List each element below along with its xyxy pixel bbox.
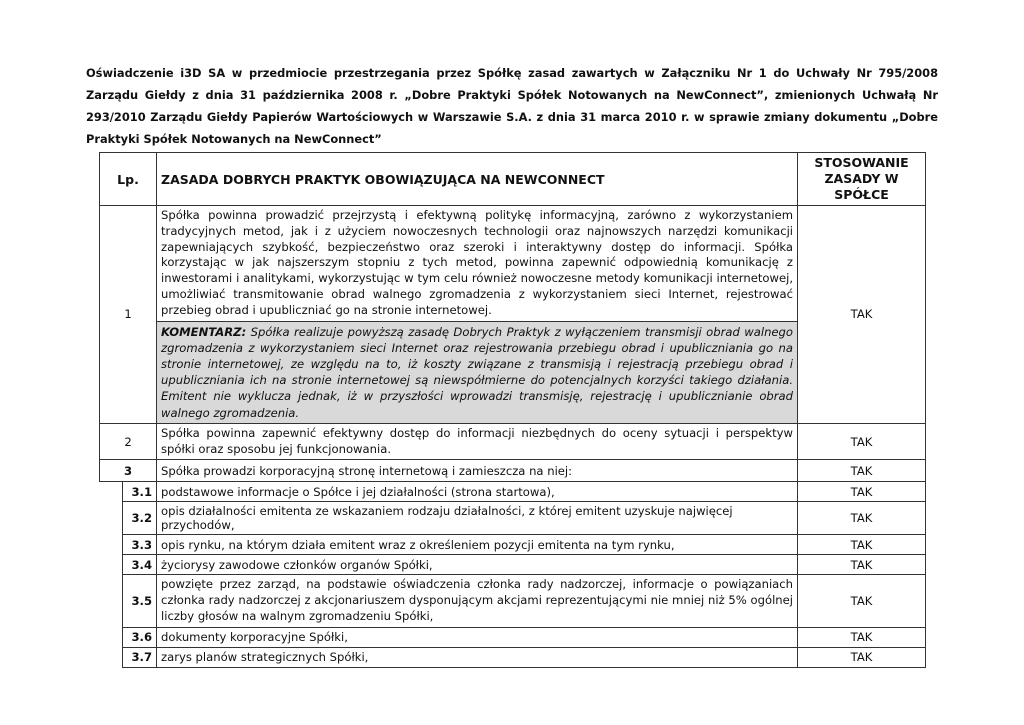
status-value: TAK bbox=[798, 502, 926, 535]
rule-text: Spółka powinna prowadzić przejrzystą i efektywną politykę informacyjną, zarówno z wykorzystaniem tradycyjnych metod, jak i z użyciem nowoczesnych technologii oraz najnowszych narzędzi komunikacji zapewniających szybkość, bezpieczeństwo oraz szeroki i interaktywny dostęp do informacji. Spółka korzystając w jak najszerszym stopniu z tych metod, powinna zapewnić odpowiednią komunikację z inwestorami i analitykami, wykorzystując w tym celu również nowoczesne metody komunikacji internetowej, umożliwiać transmitowanie obrad walnego zgromadzenia z wykorzystaniem sieci Internet, rejestrować przebieg obrad i upubliczniać go na stronie internetowej. bbox=[157, 206, 798, 322]
status-value: TAK bbox=[798, 206, 926, 424]
table-row bbox=[100, 423, 926, 460]
table-row bbox=[100, 535, 926, 555]
header-status-line2: ZASADY W SPÓŁCE bbox=[824, 171, 899, 202]
header-status bbox=[798, 153, 926, 206]
status-value: TAK bbox=[798, 575, 926, 627]
status-value: TAK bbox=[798, 535, 926, 555]
table-row bbox=[100, 482, 926, 502]
rule-text: opis rynku, na którym działa emitent wraz z określeniem pozycji emitenta na tym rynku, bbox=[157, 535, 798, 555]
table-row bbox=[100, 206, 926, 322]
table-header-row bbox=[100, 153, 926, 206]
row-lp: 3.6 bbox=[123, 627, 157, 647]
indent-spacer bbox=[100, 482, 123, 667]
row-lp: 1 bbox=[100, 206, 157, 424]
rule-text: podstawowe informacje o Spółce i jej działalności (strona startowa), bbox=[157, 482, 798, 502]
good-practices-table bbox=[99, 152, 926, 668]
table-row bbox=[100, 502, 926, 535]
document-intro: Oświadczenie i3D SA w przedmiocie przestrzegania przez Spółkę zasad zawartych w Załączniku Nr 1 do Uchwały Nr 795/2008 Zarządu Giełdy z dnia 31 października 2008 r. „Dobre Praktyki Spółek Notowanych na NewConnect”, zmienionych Uchwałą Nr 293/2010 Zarządu Giełdy Papierów Wartościowych w Warszawie S.A. z dnia 31 marca 2010 r. w sprawie zmiany dokumentu „Dobre Praktyki Spółek Notowanych na NewConnect” bbox=[86, 66, 938, 146]
comment-text: Spółka realizuje powyższą zasadę Dobrych Praktyk z wyłączeniem transmisji obrad walnego zgromadzenia z wykorzystaniem sieci Internet oraz rejestrowania przebiegu obrad i upubliczniania go na stronie internetowej, ze względu na to, iż koszty związane z transmisją i rejestracją przebiegu obrad i upubliczniania ich na stronie internetowej są niewspółmierne do potencjalnych korzyści takiego działania. Emitent nie wyklucza jednak, iż w przyszłości wprowadzi transmisję, rejestrację i upublicznianie obrad walnego zgromadzenia. bbox=[161, 324, 794, 420]
table-row bbox=[100, 575, 926, 627]
table-row bbox=[100, 627, 926, 647]
row-lp: 3 bbox=[100, 460, 157, 482]
row-lp: 3.1 bbox=[123, 482, 157, 502]
table-row bbox=[100, 460, 926, 482]
row-lp: 3.7 bbox=[123, 647, 157, 667]
status-value: TAK bbox=[798, 627, 926, 647]
row-lp: 3.5 bbox=[123, 575, 157, 627]
row-lp: 3.4 bbox=[123, 555, 157, 575]
comment-cell bbox=[157, 321, 798, 423]
header-status-line1: STOSOWANIE bbox=[814, 155, 909, 170]
rule-text: życiorysy zawodowe członków organów Spółki, bbox=[157, 555, 798, 575]
rule-text: Spółka prowadzi korporacyjną stronę internetową i zamieszcza na niej: bbox=[157, 460, 798, 482]
rule-text: opis działalności emitenta ze wskazaniem rodzaju działalności, z której emitent uzyskuje najwięcej przychodów, bbox=[157, 502, 798, 535]
row-lp: 3.2 bbox=[123, 502, 157, 535]
header-rule: ZASADA DOBRYCH PRAKTYK OBOWIĄZUJĄCA NA NEWCONNECT bbox=[157, 153, 798, 206]
rule-text: powzięte przez zarząd, na podstawie oświadczenia członka rady nadzorczej, informacje o powiązaniach członka rady nadzorczej z akcjonariuszem dysponującym akcjami reprezentującymi nie mniej niż 5% ogólnej liczby głosów na walnym zgromadzeniu Spółki, bbox=[157, 575, 798, 627]
status-value: TAK bbox=[798, 555, 926, 575]
status-value: TAK bbox=[798, 423, 926, 460]
row-lp: 3.3 bbox=[123, 535, 157, 555]
table-row bbox=[100, 647, 926, 667]
status-value: TAK bbox=[798, 647, 926, 667]
table-row bbox=[100, 555, 926, 575]
status-value: TAK bbox=[798, 482, 926, 502]
rule-text: zarys planów strategicznych Spółki, bbox=[157, 647, 798, 667]
status-value: TAK bbox=[798, 460, 926, 482]
row-lp: 2 bbox=[100, 423, 157, 460]
header-lp: Lp. bbox=[100, 153, 157, 206]
rule-text: dokumenty korporacyjne Spółki, bbox=[157, 627, 798, 647]
rule-text: Spółka powinna zapewnić efektywny dostęp do informacji niezbędnych do oceny sytuacji i perspektyw spółki oraz sposobu jej funkcjonowania. bbox=[157, 423, 798, 460]
comment-label: KOMENTARZ: bbox=[161, 324, 247, 339]
